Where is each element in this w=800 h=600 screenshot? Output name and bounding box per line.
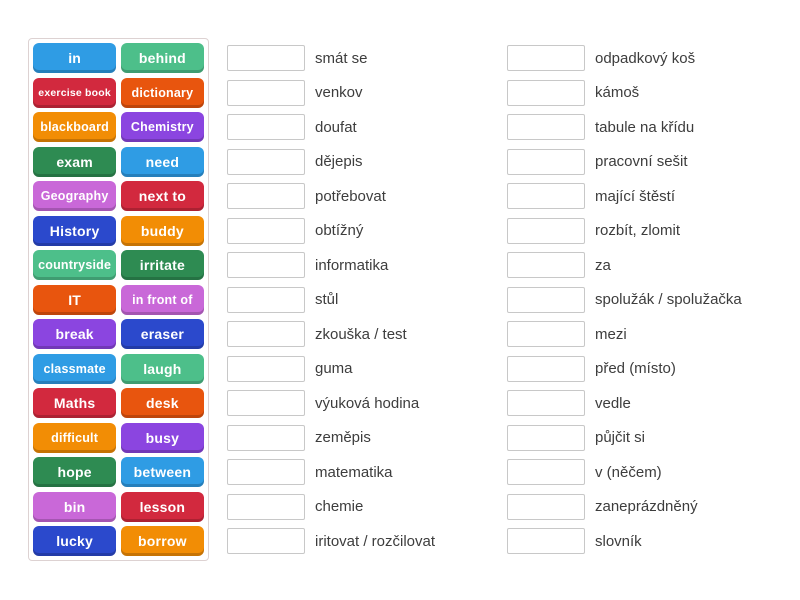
answer-slot-middle-2[interactable] (227, 80, 305, 106)
answer-column-left (227, 45, 435, 563)
answer-slot-right-9[interactable] (507, 321, 585, 347)
answer-slot-right-10[interactable] (507, 356, 585, 382)
definition-label: zaneprázdněný (595, 498, 698, 515)
match-row-middle-6 (227, 218, 435, 244)
definition-label: výuková hodina (315, 394, 420, 412)
definition-label: venkov (315, 84, 363, 101)
answer-slot-middle-6[interactable] (227, 218, 305, 244)
answer-slot-middle-5[interactable] (227, 183, 305, 209)
answer-slot-right-8[interactable] (507, 287, 585, 313)
answer-slot-middle-13[interactable] (227, 459, 305, 485)
answer-slot-middle-1[interactable] (227, 45, 305, 71)
answer-slot-middle-9[interactable] (227, 321, 305, 347)
answer-slot-middle-3[interactable] (227, 114, 305, 140)
answer-slot-middle-11[interactable] (227, 390, 305, 416)
match-row-middle-11 (227, 390, 435, 416)
answer-column-right (507, 45, 742, 563)
word-tile-exercise-book[interactable]: exercise book (33, 78, 116, 108)
word-tile-blackboard[interactable]: blackboard (33, 112, 116, 142)
answer-slot-middle-8[interactable] (227, 287, 305, 313)
match-row-right-14 (507, 494, 742, 520)
match-row-middle-2 (227, 80, 435, 106)
match-row-right-4 (507, 149, 742, 175)
word-tile-borrow[interactable]: borrow (121, 526, 204, 556)
match-row-right-12 (507, 425, 742, 451)
match-row-right-15 (507, 528, 742, 554)
word-tile-exam[interactable]: exam (33, 147, 116, 177)
definition-label: zkouška / test (315, 325, 407, 343)
answer-slot-middle-4[interactable] (227, 149, 305, 175)
definition-label: zeměpis (315, 429, 371, 446)
definition-label: za (595, 256, 611, 274)
match-row-right-2 (507, 80, 742, 106)
definition-label: slovník (595, 532, 642, 550)
answer-slot-right-7[interactable] (507, 252, 585, 278)
definition-label: matematika (315, 463, 393, 481)
definition-label: mající štěstí (595, 187, 676, 205)
match-row-right-13 (507, 459, 742, 485)
definition-label: mezi (595, 325, 627, 343)
word-tile-lesson[interactable]: lesson (121, 492, 204, 522)
definition-label: vedle (595, 394, 631, 412)
answer-slot-right-1[interactable] (507, 45, 585, 71)
match-row-middle-8 (227, 287, 435, 313)
word-tile-hope[interactable]: hope (33, 457, 116, 487)
answer-slot-right-5[interactable] (507, 183, 585, 209)
match-row-right-1 (507, 45, 742, 71)
word-tile-busy[interactable]: busy (121, 423, 204, 453)
match-row-right-10 (507, 356, 742, 382)
definition-label: informatika (315, 256, 389, 274)
answer-slot-right-6[interactable] (507, 218, 585, 244)
word-tile-history[interactable]: History (33, 216, 116, 246)
answer-slot-middle-14[interactable] (227, 494, 305, 520)
word-tile-next-to[interactable]: next to (121, 181, 204, 211)
match-row-middle-15 (227, 528, 435, 554)
definition-label: dějepis (315, 153, 363, 170)
word-tile-it[interactable]: IT (33, 285, 116, 315)
definition-label: pracovní sešit (595, 153, 688, 170)
word-tile-classmate[interactable]: classmate (33, 354, 116, 384)
word-tile-need[interactable]: need (121, 147, 204, 177)
match-row-middle-7 (227, 252, 435, 278)
match-row-right-9 (507, 321, 742, 347)
match-row-right-6 (507, 218, 742, 244)
definition-label: půjčit si (595, 429, 646, 446)
answer-slot-right-14[interactable] (507, 494, 585, 520)
word-tile-in-front-of[interactable]: in front of (121, 285, 204, 315)
word-tile-desk[interactable]: desk (121, 388, 204, 418)
word-tile-between[interactable]: between (121, 457, 204, 487)
match-row-right-7 (507, 252, 742, 278)
word-tile-countryside[interactable]: countryside (33, 250, 116, 280)
answer-slot-right-11[interactable] (507, 390, 585, 416)
definition-label: tabule na křídu (595, 118, 695, 136)
definition-label: potřebovat (315, 187, 386, 205)
answer-slot-right-12[interactable] (507, 425, 585, 451)
match-row-middle-3 (227, 114, 435, 140)
word-tile-maths[interactable]: Maths (33, 388, 116, 418)
word-tile-break[interactable]: break (33, 319, 116, 349)
word-tile-difficult[interactable]: difficult (33, 423, 116, 453)
answer-slot-middle-15[interactable] (227, 528, 305, 554)
match-row-right-11 (507, 390, 742, 416)
definition-label: v (něčem) (595, 463, 662, 481)
match-row-middle-12 (227, 425, 435, 451)
match-row-middle-10 (227, 356, 435, 382)
word-tile-irritate[interactable]: irritate (121, 250, 204, 280)
word-tile-eraser[interactable]: eraser (121, 319, 204, 349)
word-tile-geography[interactable]: Geography (33, 181, 116, 211)
match-row-right-5 (507, 183, 742, 209)
answer-slot-right-3[interactable] (507, 114, 585, 140)
definition-label: iritovat / rozčilovat (315, 532, 436, 550)
definition-label: spolužák / spolužačka (595, 291, 742, 308)
definition-label: obtížný (315, 222, 364, 239)
definition-label: guma (315, 360, 353, 377)
match-row-middle-5 (227, 183, 435, 209)
answer-slot-middle-7[interactable] (227, 252, 305, 278)
word-tile-behind[interactable]: behind (121, 43, 204, 73)
definition-label: stůl (315, 291, 339, 308)
match-row-middle-14 (227, 494, 435, 520)
word-tile-lucky[interactable]: lucky (33, 526, 116, 556)
definition-label: rozbít, zlomit (595, 222, 681, 239)
word-tile-dictionary[interactable]: dictionary (121, 78, 204, 108)
answer-slot-right-2[interactable] (507, 80, 585, 106)
word-tile-chemistry[interactable]: Chemistry (121, 112, 204, 142)
word-tile-laugh[interactable]: laugh (121, 354, 204, 384)
definition-label: chemie (315, 498, 364, 515)
definition-label: doufat (315, 118, 357, 136)
match-row-middle-1 (227, 45, 435, 71)
word-tile-in[interactable]: in (33, 43, 116, 73)
match-row-right-8 (507, 287, 742, 313)
answer-slot-right-13[interactable] (507, 459, 585, 485)
answer-slot-middle-10[interactable] (227, 356, 305, 382)
answer-slot-right-15[interactable] (507, 528, 585, 554)
match-row-middle-13 (227, 459, 435, 485)
definition-label: smát se (315, 49, 368, 67)
definition-label: odpadkový koš (595, 49, 696, 67)
definition-label: před (místo) (595, 360, 676, 377)
word-tile-bin[interactable]: bin (33, 492, 116, 522)
word-tile-panel (28, 38, 209, 561)
match-row-middle-4 (227, 149, 435, 175)
definition-label: kámoš (595, 84, 640, 101)
match-row-middle-9 (227, 321, 435, 347)
match-row-right-3 (507, 114, 742, 140)
word-tile-buddy[interactable]: buddy (121, 216, 204, 246)
answer-slot-right-4[interactable] (507, 149, 585, 175)
answer-slot-middle-12[interactable] (227, 425, 305, 451)
